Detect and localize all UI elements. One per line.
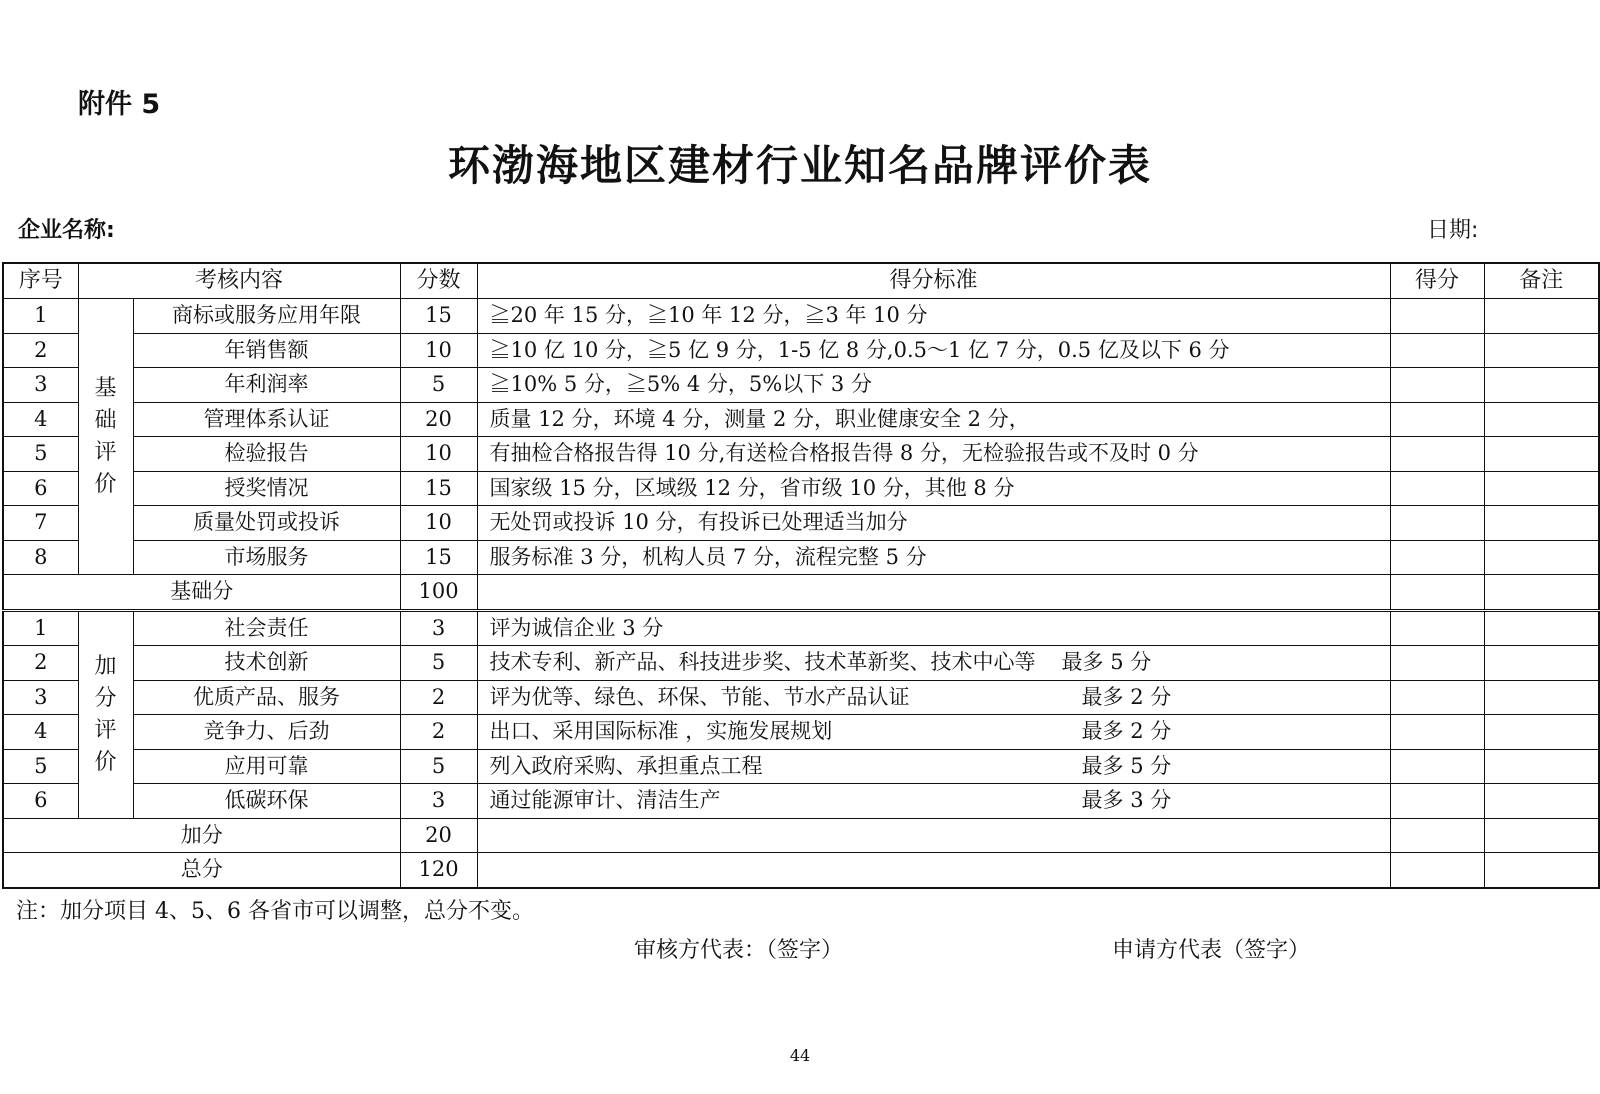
row-no: 5 [3, 437, 78, 472]
bonus-subtotal-row [3, 818, 1599, 853]
row-score: 5 [400, 368, 477, 403]
row-criteria [477, 715, 1390, 750]
criteria-text: 出口、采用国际标准 ，实施发展规划 [489, 719, 833, 744]
row-points [1390, 610, 1484, 646]
row-item: 优质产品、服务 [133, 680, 400, 715]
row-remarks [1484, 437, 1599, 472]
subtotal-score: 100 [400, 575, 477, 611]
row-score: 15 [400, 540, 477, 575]
subtotal-points [1390, 575, 1484, 611]
row-no: 5 [3, 749, 78, 784]
row-score: 10 [400, 333, 477, 368]
criteria-max: 最多 3 分 [1081, 788, 1172, 813]
criteria-max: 最多 5 分 [1061, 650, 1152, 675]
table-row [3, 471, 1599, 506]
subtotal-remarks [1484, 818, 1599, 853]
table-row [3, 540, 1599, 575]
total-label: 总分 [3, 853, 400, 888]
criteria-text: 评为诚信企业 3 分 [489, 615, 664, 640]
row-no: 6 [3, 471, 78, 506]
row-criteria [477, 680, 1390, 715]
bonus-group-label [78, 610, 133, 818]
row-criteria [477, 437, 1390, 472]
row-score: 3 [400, 610, 477, 646]
evaluation-table [2, 262, 1600, 889]
row-item: 管理体系认证 [133, 402, 400, 437]
criteria-text: 有抽检合格报告得 10 分,有送检合格报告得 8 分，无检验报告或不及时 0 分 [489, 441, 1199, 466]
table-row [3, 646, 1599, 681]
header-no: 序号 [3, 263, 78, 299]
row-item: 社会责任 [133, 610, 400, 646]
criteria-text: 列入政府采购、承担重点工程 [489, 753, 763, 778]
header-points: 得分 [1390, 263, 1484, 299]
reviewer-signature: 审核方代表：（签字） [634, 938, 844, 963]
row-score: 10 [400, 506, 477, 541]
row-remarks [1484, 610, 1599, 646]
table-row [3, 506, 1599, 541]
criteria-text: 服务标准 3 分，机构人员 7 分，流程完整 5 分 [489, 544, 927, 569]
row-criteria [477, 749, 1390, 784]
criteria-wrap [490, 512, 1390, 533]
subtotal-criteria [477, 818, 1390, 853]
criteria-text: 技术专利、新产品、科技进步奖、技术革新奖、技术中心等 [489, 650, 1036, 675]
row-criteria [477, 506, 1390, 541]
table-row [3, 715, 1599, 750]
table-row [3, 333, 1599, 368]
row-points [1390, 646, 1484, 681]
criteria-wrap [489, 544, 1390, 569]
row-criteria [477, 299, 1390, 334]
criteria-wrap [490, 790, 1390, 811]
table-row [3, 680, 1599, 715]
row-points [1390, 506, 1484, 541]
row-points [1390, 749, 1484, 784]
row-score: 2 [400, 680, 477, 715]
criteria-max: 最多 5 分 [1081, 753, 1172, 778]
row-item: 质量处罚或投诉 [133, 506, 400, 541]
subtotal-remarks [1484, 575, 1599, 611]
criteria-text: ≧10 亿 10 分，≧5 亿 9 分，1-5 亿 8 分,0.5～1 亿 7 分，0.5 亿及以下 6 分 [489, 337, 1230, 362]
row-remarks [1484, 333, 1599, 368]
row-score: 2 [400, 715, 477, 750]
criteria-wrap [490, 305, 1390, 326]
attachment-label: 附件 5 [78, 89, 161, 120]
criteria-wrap [489, 337, 1390, 362]
header-score: 分数 [400, 263, 477, 299]
row-no: 1 [3, 299, 78, 334]
table-row [3, 368, 1599, 403]
criteria-text: 评为优等、绿色、环保、节能、节水产品认证 [489, 684, 910, 709]
row-item: 授奖情况 [133, 471, 400, 506]
basic-group-label [78, 299, 133, 575]
row-criteria [477, 402, 1390, 437]
table-row [3, 437, 1599, 472]
row-no: 7 [3, 506, 78, 541]
criteria-wrap [489, 475, 1390, 500]
row-remarks [1484, 715, 1599, 750]
header-item: 考核内容 [78, 263, 400, 299]
table-row [3, 610, 1599, 646]
criteria-wrap [489, 406, 1390, 431]
row-points [1390, 402, 1484, 437]
subtotal-label: 基础分 [3, 575, 400, 611]
row-no: 8 [3, 540, 78, 575]
subtotal-points [1390, 818, 1484, 853]
row-remarks [1484, 540, 1599, 575]
row-remarks [1484, 471, 1599, 506]
total-remarks [1484, 853, 1599, 888]
row-criteria [477, 646, 1390, 681]
row-points [1390, 437, 1484, 472]
table-row [3, 749, 1599, 784]
row-criteria [477, 784, 1390, 819]
criteria-wrap [490, 443, 1390, 464]
row-remarks [1484, 299, 1599, 334]
row-points [1390, 540, 1484, 575]
criteria-wrap [489, 753, 1390, 778]
criteria-wrap [489, 684, 1390, 709]
row-points [1390, 368, 1484, 403]
row-no: 1 [3, 610, 78, 646]
row-item: 商标或服务应用年限 [133, 299, 400, 334]
company-name-label: 企业名称: [18, 218, 115, 243]
header-criteria: 得分标准 [477, 263, 1390, 299]
row-no: 2 [3, 646, 78, 681]
basic-subtotal-row [3, 575, 1599, 611]
subtotal-score: 20 [400, 818, 477, 853]
row-item: 年销售额 [133, 333, 400, 368]
row-score: 5 [400, 646, 477, 681]
criteria-wrap [490, 721, 1390, 742]
row-remarks [1484, 402, 1599, 437]
row-criteria [477, 471, 1390, 506]
table-header-row [3, 263, 1599, 299]
applicant-signature: 申请方代表（签字） [1112, 938, 1311, 963]
row-no: 3 [3, 368, 78, 403]
row-item: 年利润率 [133, 368, 400, 403]
page-title: 环渤海地区建材行业知名品牌评价表 [447, 141, 1152, 190]
row-no: 4 [3, 402, 78, 437]
row-points [1390, 471, 1484, 506]
criteria-wrap [489, 615, 1390, 640]
row-criteria [477, 540, 1390, 575]
row-item: 检验报告 [133, 437, 400, 472]
total-points [1390, 853, 1484, 888]
subtotal-criteria [477, 575, 1390, 611]
row-points [1390, 299, 1484, 334]
table-row [3, 784, 1599, 819]
row-item: 应用可靠 [133, 749, 400, 784]
criteria-text: 通过能源审计、清洁生产 [489, 788, 721, 813]
criteria-wrap [490, 374, 1390, 395]
criteria-text: ≧10% 5 分，≧5% 4 分，5%以下 3 分 [489, 372, 872, 397]
row-score: 15 [400, 299, 477, 334]
table-row [3, 402, 1599, 437]
row-criteria [477, 368, 1390, 403]
row-points [1390, 784, 1484, 819]
row-no: 6 [3, 784, 78, 819]
row-no: 2 [3, 333, 78, 368]
row-points [1390, 333, 1484, 368]
total-score: 120 [400, 853, 477, 888]
criteria-text: 国家级 15 分，区域级 12 分，省市级 10 分，其他 8 分 [489, 475, 1015, 500]
row-criteria [477, 333, 1390, 368]
bonus-group-text: 加分评价 [94, 653, 117, 775]
page-number: 44 [789, 1046, 811, 1065]
criteria-max: 最多 2 分 [1081, 719, 1172, 744]
criteria-text: 质量 12 分，环境 4 分，测量 2 分，职业健康安全 2 分， [489, 406, 1030, 431]
row-item: 技术创新 [133, 646, 400, 681]
row-item: 市场服务 [133, 540, 400, 575]
row-remarks [1484, 749, 1599, 784]
row-remarks [1484, 680, 1599, 715]
row-remarks [1484, 646, 1599, 681]
row-no: 4 [3, 715, 78, 750]
row-points [1390, 680, 1484, 715]
row-score: 5 [400, 749, 477, 784]
footnote: 注：加分项目 4、5、6 各省市可以调整，总分不变。 [16, 899, 534, 924]
row-remarks [1484, 506, 1599, 541]
table-row [3, 299, 1599, 334]
header-remarks: 备注 [1484, 263, 1599, 299]
row-points [1390, 715, 1484, 750]
row-item: 竞争力、后劲 [133, 715, 400, 750]
criteria-max: 最多 2 分 [1081, 684, 1172, 709]
row-score: 15 [400, 471, 477, 506]
criteria-text: 无处罚或投诉 10 分，有投诉已处理适当加分 [489, 510, 908, 535]
subtotal-label: 加分 [3, 818, 400, 853]
row-criteria [477, 610, 1390, 646]
row-score: 20 [400, 402, 477, 437]
date-label: 日期: [1427, 218, 1479, 243]
criteria-text: ≧20 年 15 分，≧10 年 12 分，≧3 年 10 分 [489, 303, 928, 328]
row-score: 10 [400, 437, 477, 472]
row-remarks [1484, 784, 1599, 819]
row-no: 3 [3, 680, 78, 715]
total-row [3, 853, 1599, 888]
total-criteria [477, 853, 1390, 888]
row-remarks [1484, 368, 1599, 403]
row-score: 3 [400, 784, 477, 819]
criteria-wrap [490, 652, 1390, 673]
basic-group-text: 基础评价 [94, 375, 117, 497]
row-item: 低碳环保 [133, 784, 400, 819]
